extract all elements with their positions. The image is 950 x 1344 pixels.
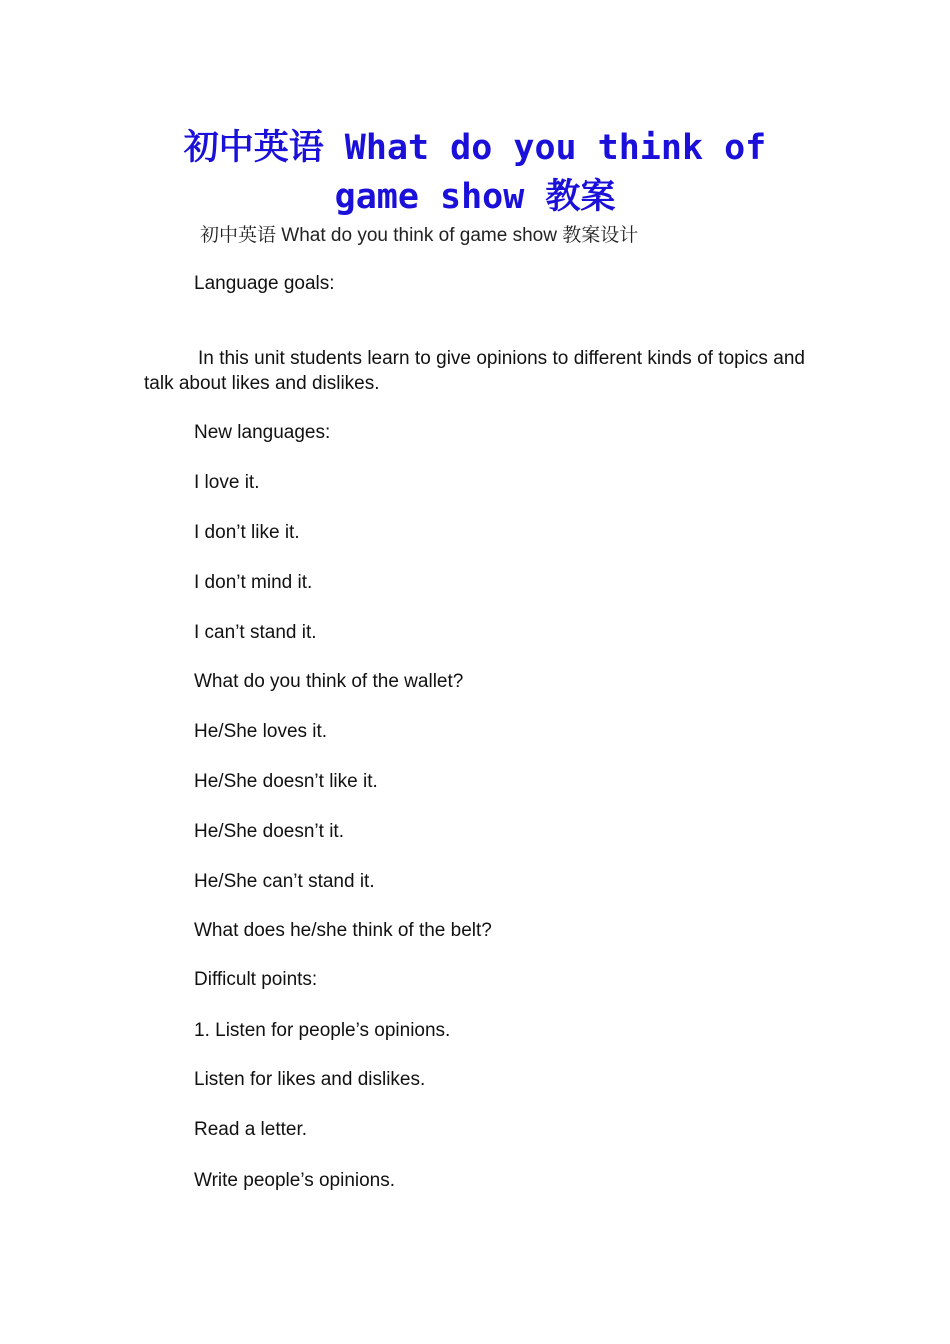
new-language-item: I love it. — [194, 472, 260, 493]
difficult-points-heading: Difficult points: — [194, 969, 318, 990]
new-languages-heading: New languages: — [194, 422, 331, 443]
difficult-point-item: Read a letter. — [194, 1119, 308, 1140]
difficult-point-item: Write people’s opinions. — [194, 1170, 396, 1191]
document-title: 初中英语 What do you think of game show 教案 — [183, 128, 767, 217]
difficult-point-item: Listen for likes and dislikes. — [194, 1069, 426, 1090]
new-language-item: I don’t like it. — [194, 522, 300, 543]
new-language-item: What does he/she think of the belt? — [194, 920, 492, 941]
language-goals-heading: Language goals: — [194, 273, 335, 294]
new-language-item: What do you think of the wallet? — [194, 671, 464, 692]
new-language-item: He/She doesn’t it. — [194, 821, 344, 842]
difficult-point-item: 1. Listen for people’s opinions. — [194, 1020, 451, 1041]
new-language-item: I don’t mind it. — [194, 572, 313, 593]
intro-paragraph: In this unit students learn to give opinions to different kinds of topics and talk about likes and dislikes. — [144, 348, 805, 394]
new-language-item: He/She can’t stand it. — [194, 871, 375, 892]
new-language-item: He/She loves it. — [194, 721, 328, 742]
document-subtitle: 初中英语 What do you think of game show 教案设计 — [200, 225, 639, 246]
new-language-item: He/She doesn’t like it. — [194, 771, 378, 792]
new-language-item: I can’t stand it. — [194, 622, 317, 643]
